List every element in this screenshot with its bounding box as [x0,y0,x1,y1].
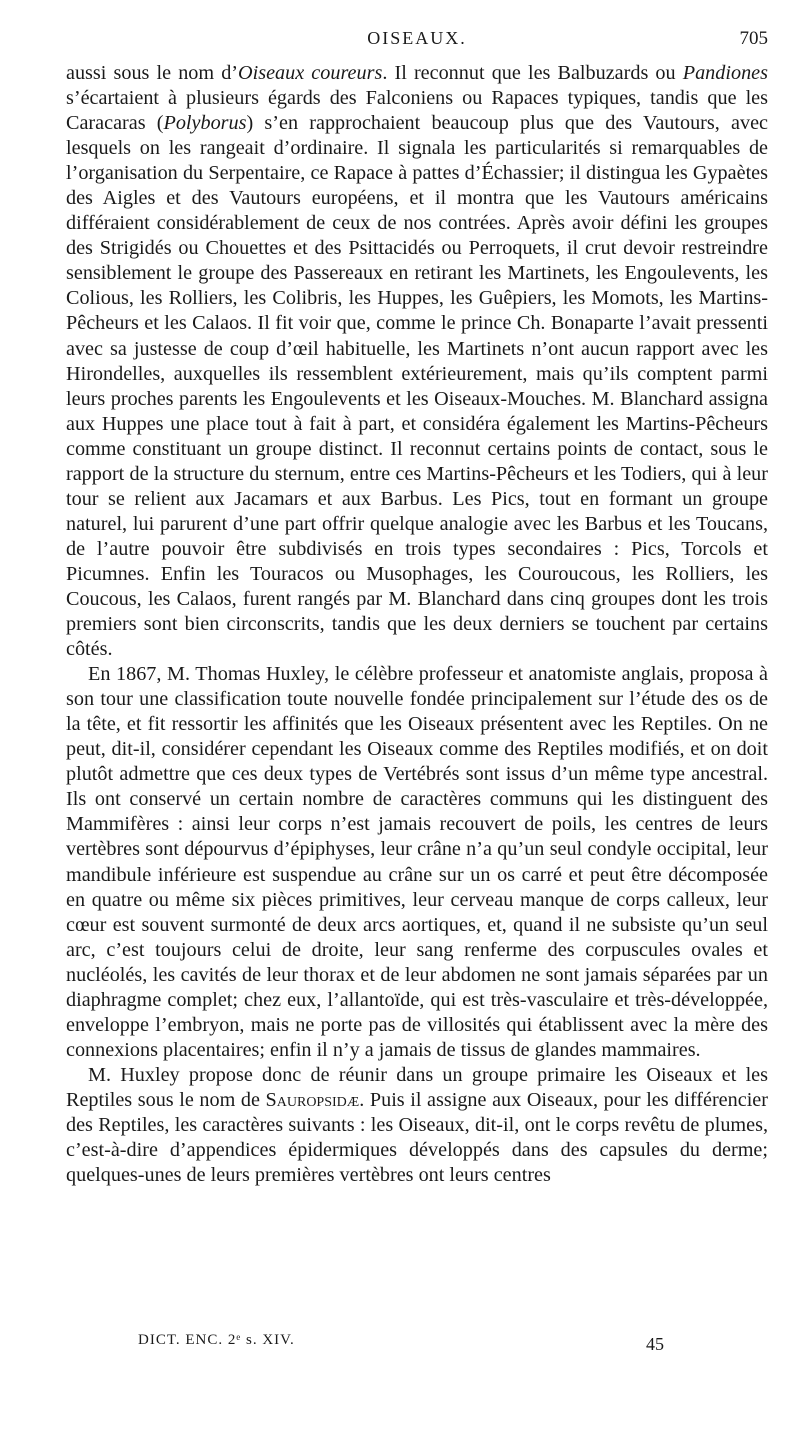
italic-term: Polyborus [163,112,247,135]
text-run: s’écartaient à plusieurs égards des Falconiens ou Rapaces typiques, tandis que les Caracaras ( [66,87,768,135]
italic-term: Pandiones [682,62,768,84]
text-run: ) s’en rapprochaient beaucoup plus que des Vautours, avec lesquels on les rangeait d’ordinaire. Il signala les particularités si remarquables de l’organisation du Serpentaire, ce Rapace à pattes d’Échassier; il distingua les Gypaètes des Aigles et des Vautours européens, et il montra que les Vautours américains différaient considérablement de ceux de nos contrées. Après avoir défini les groupes des Strigidés ou Chouettes et des Psittacidés ou Perroquets, il crut devoir restreindre sensiblement le groupe des Passereaux en retirant les Martinets, les Engoulevents, les Colious, les Rolliers, les Colibris, les Huppes, les Guêpiers, les Momots, les Martins-Pêcheurs et les Calaos. Il fit voir que, comme le prince Ch. Bonaparte l’avait pressenti avec sa justesse de coup d’œil habituelle, les Martinets n’ont aucun rapport avec les Hirondelles, auxquelles ils ressemblent extérieurement, mais qu’ils comptent parmi leurs proches parents les Engoulevents et les Oiseaux-Mouches. M. Blanchard assigna aux Huppes une place tout à fait à part, et considéra également les Martins-Pêcheurs comme constituant un groupe distinct. Il reconnut certains points de contact, sous le rapport de la structure du sternum, entre ces Martins-Pêcheurs et les Todiers, qui à leur tour se relient aux Jacamars et aux Barbus. Les Pics, tout en formant un groupe naturel, lui parurent d’une part offrir quelque analogie avec les Barbus et les Toucans, de l’autre pouvoir être subdivisés en trois types secondaires : Pics, Torcols et Picumnes. Enfin les Touracos ou Musophages, les Couroucous, les Rolliers, les Coucous, les Calaos, furent rangés par M. Blanchard dans cinq groupes dont les trois premiers sont bien circonscrits, tandis que les deux derniers se touchent par certains côtés. [66,112,768,661]
paragraph [66,1063,768,1188]
text-run: . Puis il assigne aux Oiseaux, pour les différencier des Reptiles, les caractères suivants : les Oiseaux, dit-il, ont le corps revêtu de plumes, c’est-à-dire d’appendices épidermiques développés dans des capsules du derme; quelques-unes de leurs premières vertèbres ont leurs centres [66,1088,768,1187]
sheet-number: 45 [646,1334,664,1354]
running-head: OISEAUX. [367,28,467,48]
page-number: 705 [739,28,768,49]
text-run: M. Huxley propose donc de réunir dans un groupe primaire les Oiseaux et les Reptiles sous le nom de [66,1063,768,1111]
body-text [66,61,768,1188]
printer-signature: DICT. ENC. 2ᵉ s. XIV. [138,1332,295,1348]
italic-term: Oiseaux coureurs [238,62,383,84]
text-run: aussi sous le nom d’ [66,62,239,84]
paragraph [66,662,768,1063]
text-run: En 1867, M. Thomas Huxley, le célèbre professeur et anatomiste anglais, proposa à son tour une classification toute nouvelle fondée principalement sur l’étude des os de la tête, et fit ressortir les affinités que les Oiseaux présentent avec les Reptiles. On ne peut, dit-il, considérer cependant les Oiseaux comme des Reptiles modifiés, et on doit plutôt admettre que ces deux types de Vertébrés sont issus d’un même type ancestral. Ils ont conservé un certain nombre de caractères communs qui les distinguent des Mammifères : ainsi leur corps n’est jamais recouvert de poils, les centres de leurs vertèbres sont dépourvus d’épiphyses, leur crâne n’a qu’un seul condyle occipital, leur mandibule inférieure est suspendue au crâne sur un os carré et peut être décomposée en quatre ou même six pièces primitives, leur cerveau manque de corps calleux, leur cœur est souvent surmonté de deux arcs aortiques, et, quand il ne subsiste qu’un seul arc, c’est toujours celui de droite, leur sang renferme des corpuscules ovales et nucléolés, les cavités de leur thorax et de leur abdomen ne sont jamais séparées par un diaphragme complet; chez eux, l’allantoïde, qui est très-vasculaire et très-développée, enveloppe l’embryon, mais ne porte pas de villosités qui établissent avec la mère des connexions placentaires; enfin il n’y a jamais de tissus de glandes mammaires. [66,663,768,1061]
paragraph [66,61,768,662]
small-caps-term: Sauropsidæ [265,1088,360,1111]
text-run: . Il reconnut que les Balbuzards ou [382,62,683,84]
page-footer [66,1332,768,1362]
page-header [66,22,768,52]
